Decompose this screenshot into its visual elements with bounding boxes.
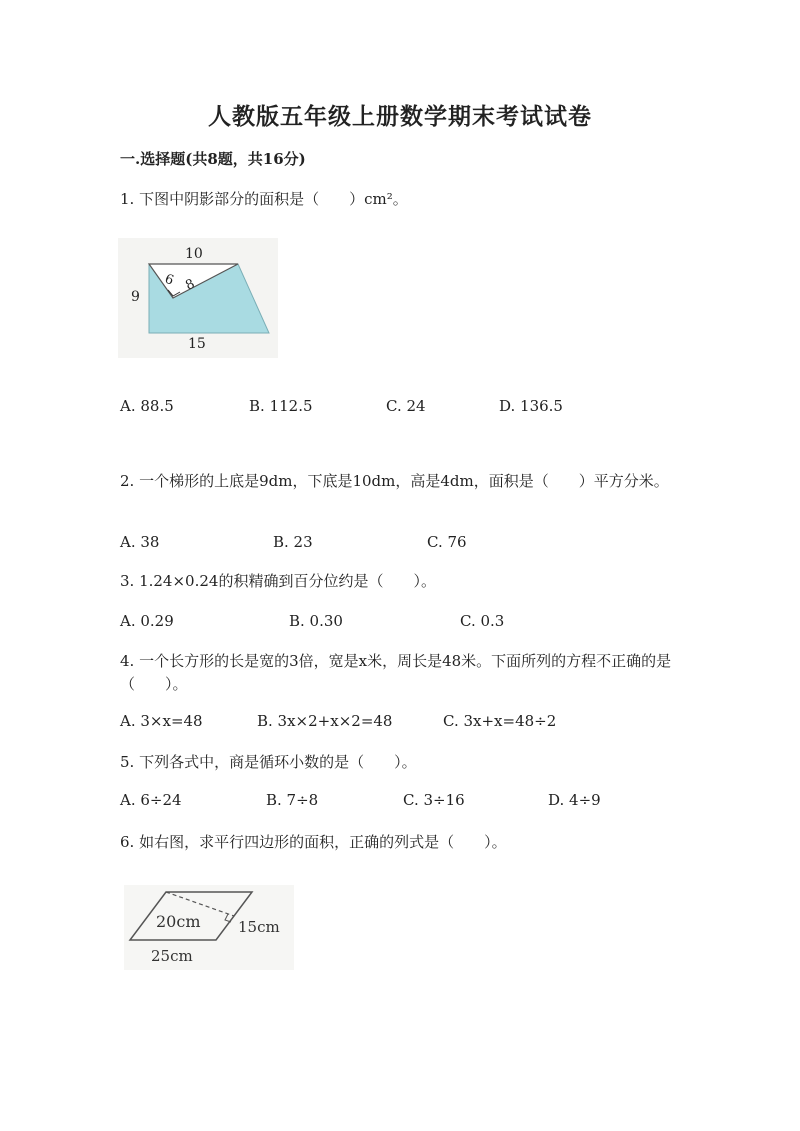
q5-option-b: B. 7÷8 — [266, 791, 319, 809]
question-2: 2. 一个梯形的上底是9dm，下底是10dm，高是4dm，面积是（ ）平方分米。 — [120, 472, 669, 490]
question-3: 3. 1.24×0.24的积精确到百分位约是（ ）。 — [120, 572, 436, 590]
page-title: 人教版五年级上册数学期末考试试卷 — [208, 103, 592, 130]
figure-parallelogram — [124, 885, 294, 970]
q1-option-b: B. 112.5 — [249, 397, 313, 415]
fig1-left-label: 9 — [131, 289, 140, 305]
fig1-leg-a-label: 6 — [162, 271, 176, 289]
q5-option-a: A. 6÷24 — [120, 791, 182, 809]
question-6: 6. 如右图，求平行四边形的面积，正确的列式是（ ）。 — [120, 833, 507, 851]
question-5: 5. 下列各式中，商是循环小数的是（ ）。 — [120, 753, 417, 771]
q2-option-c: C. 76 — [427, 533, 467, 551]
q3-option-b: B. 0.30 — [289, 612, 343, 630]
fig1-leg-b-label: 8 — [183, 276, 198, 294]
q4-option-c: C. 3x+x=48÷2 — [443, 712, 557, 730]
q5-option-d: D. 4÷9 — [548, 791, 601, 809]
figure-trapezoid — [118, 238, 278, 358]
question-4: 4. 一个长方形的长是宽的3倍，宽是x米，周长是48米。下面所列的方程不正确的是（ ）。 — [120, 652, 672, 693]
section-heading: 一.选择题(共8题，共16分) — [120, 150, 306, 168]
q5-option-c: C. 3÷16 — [403, 791, 465, 809]
fig6-right-label: 15cm — [238, 918, 280, 936]
q4-option-a: A. 3×x=48 — [120, 712, 203, 730]
q1-option-d: D. 136.5 — [499, 397, 563, 415]
fig6-inner-label: 20cm — [156, 912, 201, 931]
fig6-bottom-label: 25cm — [151, 947, 193, 965]
fig1-top-label: 10 — [185, 246, 203, 262]
q2-option-a: A. 38 — [120, 533, 160, 551]
q4-option-b: B. 3x×2+x×2=48 — [257, 712, 393, 730]
fig1-bottom-label: 15 — [188, 336, 206, 352]
q1-option-a: A. 88.5 — [120, 397, 174, 415]
q2-option-b: B. 23 — [273, 533, 313, 551]
q1-option-c: C. 24 — [386, 397, 426, 415]
q3-option-c: C. 0.3 — [460, 612, 505, 630]
question-1: 1. 下图中阴影部分的面积是（ ）cm²。 — [120, 190, 408, 208]
q3-option-a: A. 0.29 — [120, 612, 174, 630]
